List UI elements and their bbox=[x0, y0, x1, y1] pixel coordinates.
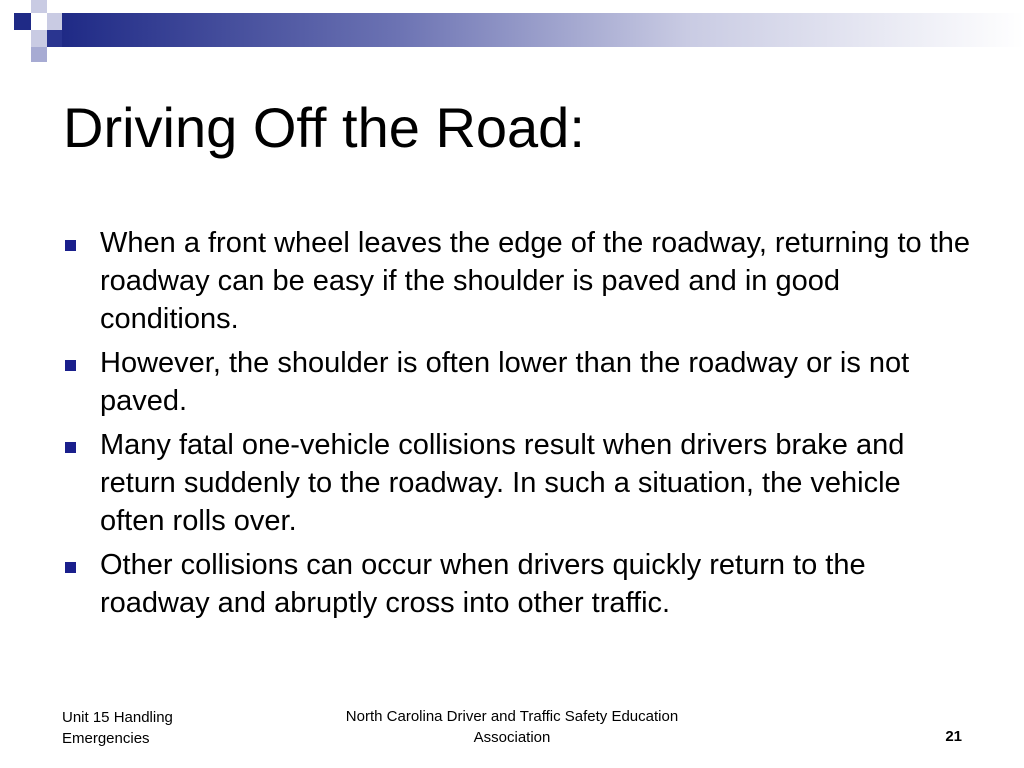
slide-page-number: 21 bbox=[945, 728, 962, 745]
footer-organization: North Carolina Driver and Traffic Safety Education Association bbox=[345, 708, 679, 746]
square-bullet-icon bbox=[65, 360, 76, 371]
decor-square-dark-2 bbox=[47, 30, 62, 47]
bullet-text: Many fatal one-vehicle collisions result when drivers brake and return suddenly to the roadway. In such a situation, the vehicle often rolls over. bbox=[100, 429, 905, 537]
bullet-item bbox=[62, 426, 972, 540]
bullet-item bbox=[62, 224, 972, 338]
header-gradient-bar bbox=[62, 13, 1024, 47]
bullet-text: When a front wheel leaves the edge of the roadway, returning to the roadway can be easy if the shoulder is paved and in good conditions. bbox=[100, 227, 970, 335]
footer-unit-label: Unit 15 Handling Emergencies bbox=[62, 709, 173, 747]
decor-square-light-2 bbox=[47, 13, 62, 30]
bullet-item bbox=[62, 344, 972, 420]
square-bullet-icon bbox=[65, 562, 76, 573]
decor-square-light-1 bbox=[31, 0, 47, 13]
square-bullet-icon bbox=[65, 442, 76, 453]
decor-square-light-3 bbox=[31, 30, 47, 47]
slide-title: Driving Off the Road: bbox=[63, 96, 585, 159]
header-decoration bbox=[0, 0, 1024, 64]
bullet-list bbox=[62, 224, 972, 628]
square-bullet-icon bbox=[65, 240, 76, 251]
bullet-text: However, the shoulder is often lower than the roadway or is not paved. bbox=[100, 347, 910, 417]
decor-square-dark-1 bbox=[14, 13, 31, 30]
bullet-item bbox=[62, 546, 972, 622]
decor-square-light-4 bbox=[31, 47, 47, 62]
bullet-text: Other collisions can occur when drivers quickly return to the roadway and abruptly cross into other traffic. bbox=[100, 549, 866, 619]
